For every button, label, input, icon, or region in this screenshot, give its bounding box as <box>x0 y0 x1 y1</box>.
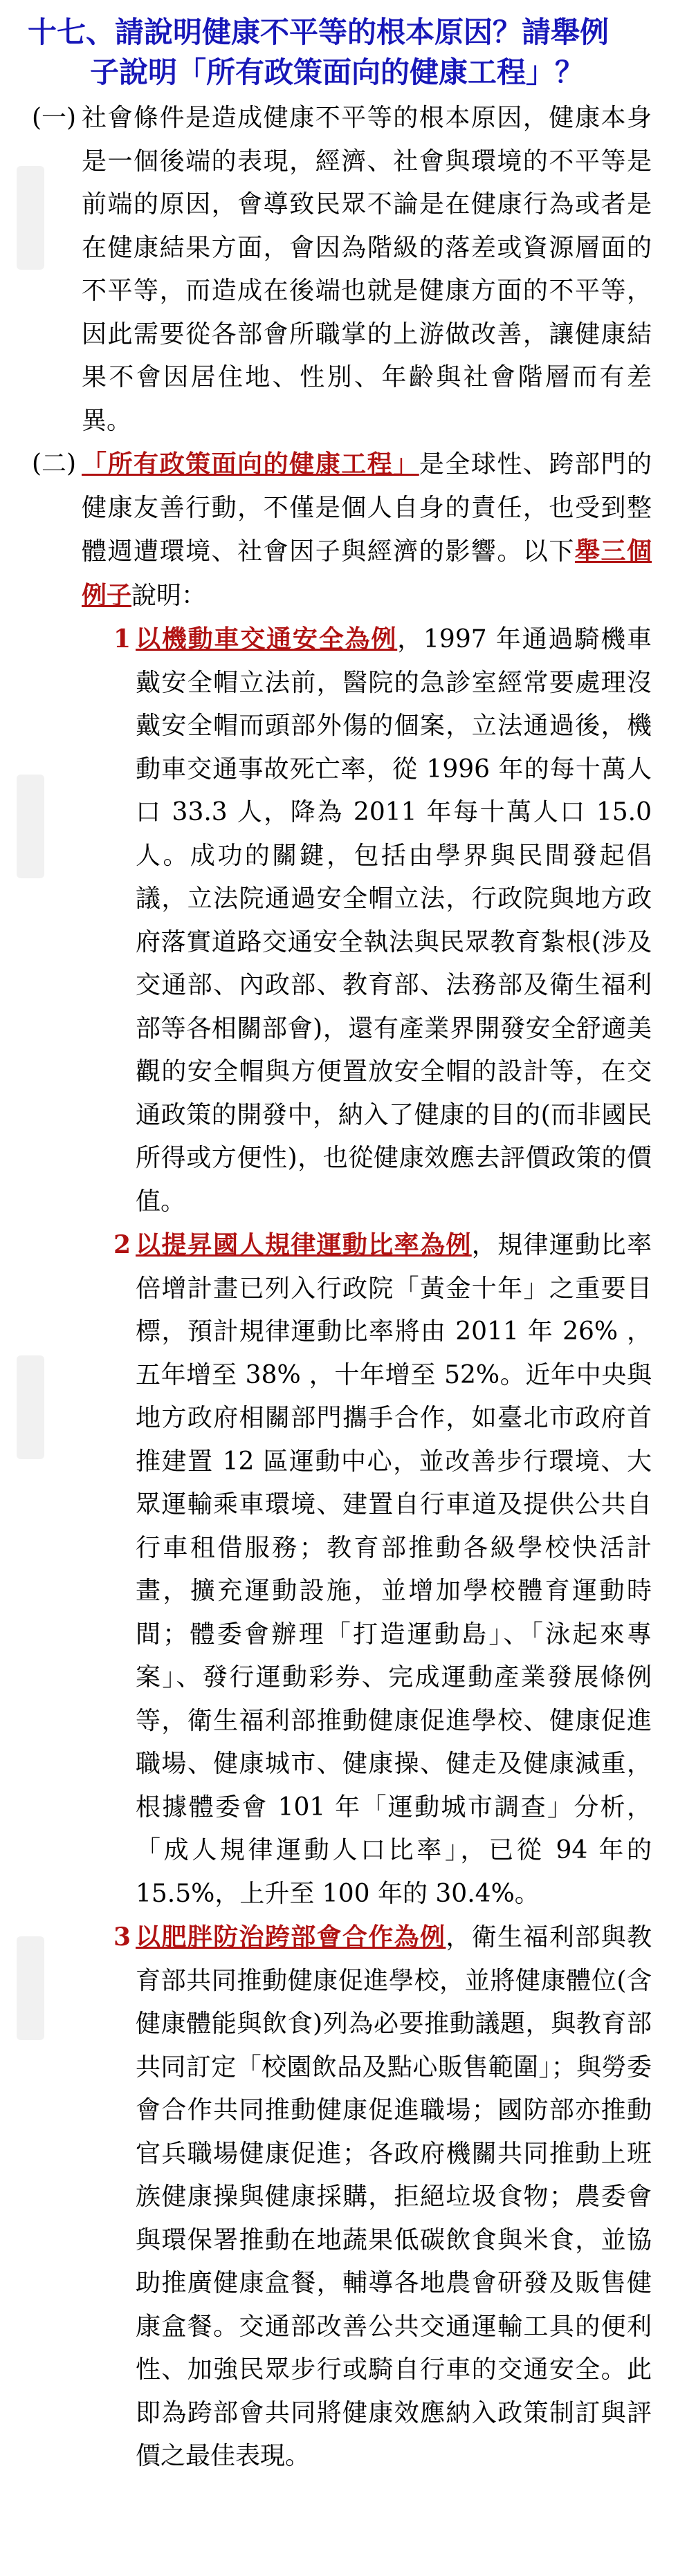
section-1 <box>28 97 652 443</box>
example-3 <box>28 1916 652 2478</box>
example-2-number: 2 <box>113 1230 131 1259</box>
example-1-text: ，1997 年通過騎機車戴安全帽立法前，醫院的急診室經常要處理沒戴安全帽而頭部外傷的個案，立法通過後，機動車交通事故死亡率，從 1996 年的每十萬人口 33.3 人，降為 2011 年每十萬人口 15.0 人。成功的關鍵，包括由學界與民間發起倡議，立法院通過安全帽立法，行政院與地方政府落實道路交通安全執法與民眾教育紮根(涉及交通部、內政部、教育部、法務部及衛生福利部等各相關部會)，還有產業界開發安全舒適美觀的安全帽與方便置放安全帽的設計等，在交通政策的開發中，納入了健康的目的(而非國民所得或方便性)，也從健康效應去評價政策的價值。 <box>136 625 652 1216</box>
section-2-highlight-2: 舉三個例子 <box>82 537 652 610</box>
section-2-text-a: 是全球性、跨部門的健康友善行動，不僅是個人自身的責任，也受到整體週遭環境、社會因子與經濟的影響。以下 <box>82 450 652 566</box>
example-1-number: 1 <box>113 624 131 654</box>
example-3-title: 以肥胖防治跨部會合作為例 <box>136 1922 446 1952</box>
example-2-text: ，規律運動比率倍增計畫已列入行政院「黃金十年」之重要目標，預計規律運動比率將由 2011 年 26% ，五年增至 38% ，十年增至 52%。近年中央與地方政府相關部門攜手合作，如臺北市政府首推建置 12 區運動中心，並改善步行環境、大眾運輸乘車環境、建置自行車道及提供公共自行車租借服務；教育部推動各級學校快活計畫，擴充運動設施，並增加學校體育運動時間；體委會辦理「打造運動島」、「泳起來專案」、發行運動彩券、完成運動產業發展條例等，衛生福利部推動健康促進學校、健康促進職場、健康城市、健康操、健走及健康減重，根據體委會 101 年「運動城市調查」分析，「成人規律運動人口比率」，已從 94 年的 15.5%，上升至 100 年的 30.4%。 <box>136 1231 652 1908</box>
example-2 <box>28 1223 652 1916</box>
section-2 <box>28 443 652 618</box>
question-heading <box>28 12 652 93</box>
example-1-title: 以機動車交通安全為例 <box>136 624 398 654</box>
heading-line-2: 子說明「所有政策面向的健康工程」？ <box>90 55 585 89</box>
section-2-text-b: 說明： <box>131 581 207 610</box>
heading-line-1: 十七、請說明健康不平等的根本原因？請舉例 <box>28 15 610 49</box>
example-3-number: 3 <box>113 1922 131 1952</box>
section-1-text: 社會條件是造成健康不平等的根本原因，健康本身是一個後端的表現，經濟、社會與環境的不平等是前端的原因，會導致民眾不論是在健康行為或者是在健康結果方面，會因為階級的落差或資源層面的不平等，而造成在後端也就是健康方面的不平等，因此需要從各部會所職掌的上游做改善，讓健康結果不會因居住地、性別、年齡與社會階層而有差異。 <box>82 104 652 435</box>
example-3-text: ，衛生福利部與教育部共同推動健康促進學校，並將健康體位(含健康體能與飲食)列為必要推動議題，與教育部共同訂定「校園飲品及點心販售範圍」；與勞委會合作共同推動健康促進職場；國防部亦推動官兵職場健康促進；各政府機關共同推動上班族健康操與健康採購，拒絕垃圾食物；農委會與環保署推動在地蔬果低碳飲食與米食，並協助推廣健康盒餐，輔導各地農會研發及販售健康盒餐。交通部改善公共交通運輸工具的便利性、加強民眾步行或騎自行車的交通安全。此即為跨部會共同將健康效應納入政策制訂與評價之最佳表現。 <box>136 1923 652 2470</box>
section-1-marker: (一) <box>32 104 77 132</box>
section-2-marker: (二) <box>32 450 77 478</box>
example-2-title: 以提昇國人規律運動比率為例 <box>136 1230 472 1259</box>
section-2-highlight: 「所有政策面向的健康工程」 <box>82 450 419 479</box>
example-1 <box>28 618 652 1223</box>
